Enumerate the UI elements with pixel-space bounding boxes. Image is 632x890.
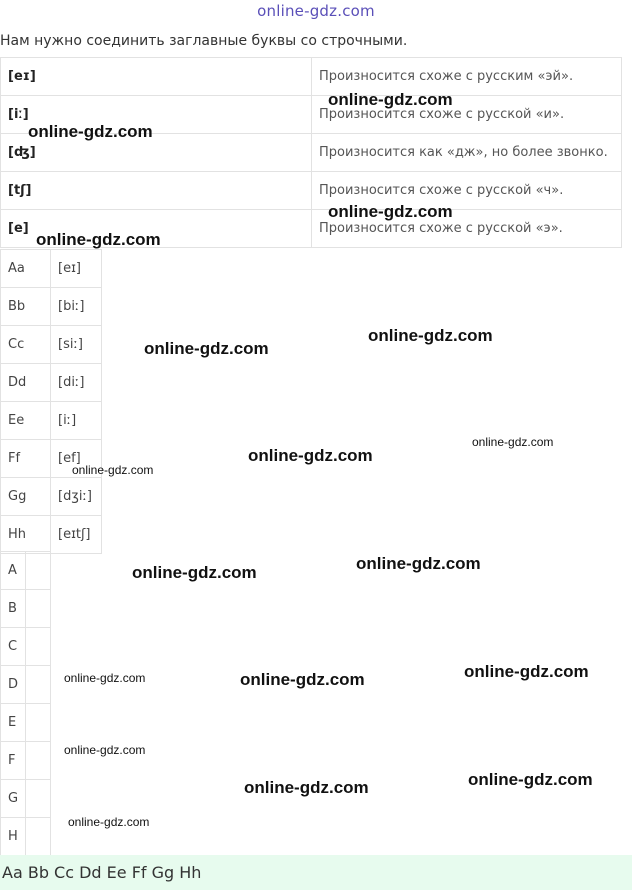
letter-pair: Gg [1, 478, 51, 516]
sound-description: Произносится как «дж», но более звонко. [312, 134, 622, 172]
letter-transcription: [ef] [51, 440, 102, 478]
letter-transcription: [diː] [51, 364, 102, 402]
letter-pair: Aa [1, 250, 51, 288]
table-row [1, 780, 51, 818]
capital-letter: E [1, 704, 26, 742]
watermark: online-gdz.com [328, 90, 453, 109]
table-row [1, 742, 51, 780]
alphabet-table [0, 249, 102, 554]
table-row [1, 628, 51, 666]
capital-letter: H [1, 818, 26, 856]
watermark: online-gdz.com [64, 743, 146, 757]
empty-cell [26, 590, 51, 628]
sound-symbol: [tʃ] [1, 172, 312, 210]
letter-pair: Cc [1, 326, 51, 364]
empty-cell [26, 742, 51, 780]
watermark: online-gdz.com [328, 202, 453, 221]
letter-transcription: [dʒiː] [51, 478, 102, 516]
watermark: online-gdz.com [132, 563, 257, 582]
table-row [1, 364, 102, 402]
sound-symbol: [ʤ] [1, 134, 312, 172]
intro-text: Нам нужно соединить заглавные буквы со строчными. [0, 33, 408, 49]
watermark: online-gdz.com [468, 770, 593, 789]
watermark: online-gdz.com [72, 463, 154, 477]
watermark: online-gdz.com [248, 446, 373, 465]
sound-description: Произносится схоже с русским «эй». [312, 58, 622, 96]
letter-pair: Hh [1, 516, 51, 554]
table-row [1, 288, 102, 326]
letter-transcription: [eɪtʃ] [51, 516, 102, 554]
capital-letter: G [1, 780, 26, 818]
sound-description: Произносится схоже с русской «э». [312, 210, 622, 248]
letter-pair: Dd [1, 364, 51, 402]
empty-cell [26, 704, 51, 742]
table-row [1, 516, 102, 554]
watermark: online-gdz.com [240, 670, 365, 689]
table-row [1, 666, 51, 704]
sound-description: Произносится схоже с русской «и». [312, 96, 622, 134]
capital-letter: A [1, 552, 26, 590]
sound-table [0, 57, 622, 248]
answer-line: Aa Bb Cc Dd Ee Ff Gg Hh [0, 855, 632, 890]
watermark: online-gdz.com [356, 554, 481, 573]
sound-symbol: [iː] [1, 96, 312, 134]
capital-letter: B [1, 590, 26, 628]
watermark: online-gdz.com [36, 230, 161, 249]
watermark: online-gdz.com [64, 671, 146, 685]
table-row [1, 478, 102, 516]
watermark: online-gdz.com [68, 815, 150, 829]
watermark: online-gdz.com [28, 122, 153, 141]
capitals-table [0, 551, 51, 856]
table-row [1, 326, 102, 364]
table-row [1, 818, 51, 856]
letter-transcription: [eɪ] [51, 250, 102, 288]
table-row [1, 172, 622, 210]
capital-letter: C [1, 628, 26, 666]
capital-letter: F [1, 742, 26, 780]
table-row [1, 250, 102, 288]
empty-cell [26, 628, 51, 666]
table-row [1, 590, 51, 628]
letter-transcription: [iː] [51, 402, 102, 440]
sound-symbol: [e] [1, 210, 312, 248]
table-row [1, 58, 622, 96]
watermark: online-gdz.com [368, 326, 493, 345]
empty-cell [26, 818, 51, 856]
letter-pair: Bb [1, 288, 51, 326]
table-row [1, 704, 51, 742]
table-row [1, 402, 102, 440]
watermark: online-gdz.com [464, 662, 589, 681]
site-title[interactable]: online-gdz.com [257, 2, 375, 20]
table-row [1, 552, 51, 590]
letter-pair: Ff [1, 440, 51, 478]
watermark: online-gdz.com [144, 339, 269, 358]
letter-pair: Ee [1, 402, 51, 440]
empty-cell [26, 666, 51, 704]
watermark: online-gdz.com [472, 435, 554, 449]
letter-transcription: [siː] [51, 326, 102, 364]
sound-symbol: [eɪ] [1, 58, 312, 96]
letter-transcription: [biː] [51, 288, 102, 326]
watermark: online-gdz.com [244, 778, 369, 797]
capital-letter: D [1, 666, 26, 704]
empty-cell [26, 780, 51, 818]
sound-description: Произносится схоже с русской «ч». [312, 172, 622, 210]
empty-cell [26, 552, 51, 590]
